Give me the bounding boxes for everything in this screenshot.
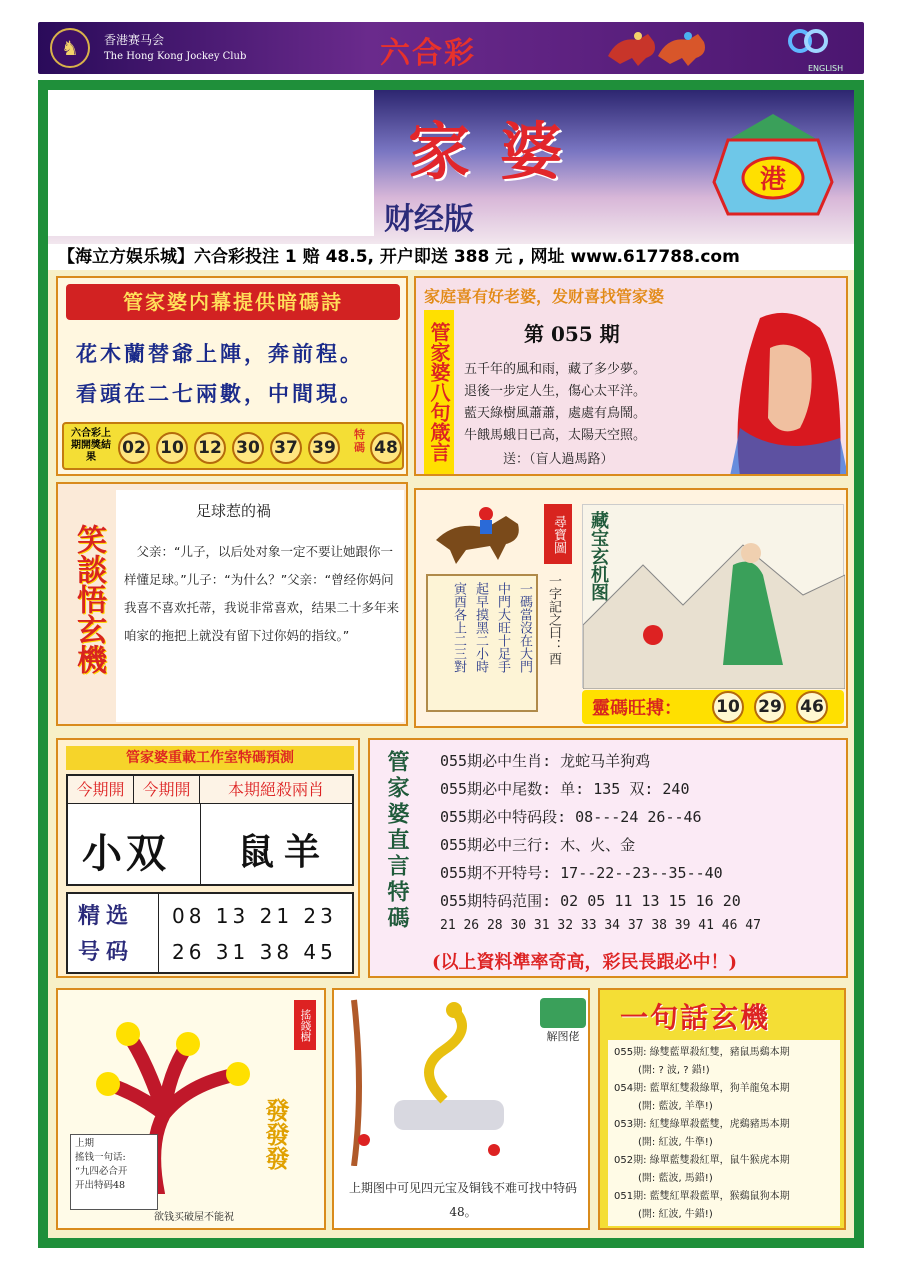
- big-pick-right: 鼠羊: [238, 831, 331, 873]
- money-tree-panel: [56, 988, 326, 1230]
- picks-row: 26 31 38 45: [172, 940, 337, 964]
- joke-panel: [56, 482, 408, 726]
- result-ball: 02: [118, 432, 150, 464]
- housekeeper-slogan: 家庭喜有好老婆，发财喜找管家婆: [424, 287, 665, 306]
- phrase-title: 一句話玄機: [620, 1001, 771, 1034]
- picks-row: 08 13 21 23: [172, 904, 337, 928]
- studio-title: 管家婆重載工作室特碼預測: [66, 746, 354, 770]
- phrase-result: (開: 紅波, 牛錯!): [638, 1209, 713, 1220]
- horse-rider-icon: [426, 500, 536, 570]
- riddle-scroll: [426, 574, 538, 712]
- blank-box: [48, 90, 374, 236]
- issue-number: 第 055 期: [524, 322, 620, 346]
- magic-label: 靈碼旺搏：: [592, 698, 682, 719]
- grid-header: 今期開: [134, 776, 200, 804]
- poem-panel: [56, 276, 408, 476]
- grid-divider: [200, 804, 201, 884]
- decode-image-button[interactable]: [540, 998, 586, 1044]
- result-ball: 30: [232, 432, 264, 464]
- ad-banner[interactable]: 【海立方娱乐城】六合彩投注 1 赔 48.5, 开户即送 388 元 , 网址 www.617788.com: [48, 244, 854, 270]
- snake-panel: [332, 988, 590, 1230]
- direct-line: 055期不开特号: 17--22--23--35--40: [440, 864, 723, 882]
- housekeeper-line: 退後一步定人生，傷心太平洋。: [464, 384, 647, 399]
- direct-line: 055期特码范围: 02 05 11 13 15 16 20: [440, 892, 741, 910]
- magic-ball: 46: [796, 691, 828, 723]
- one-char-hint: 一字記之曰：酉: [546, 574, 561, 665]
- result-ball: 39: [308, 432, 340, 464]
- scholar-image: [583, 505, 845, 689]
- result-ball: 12: [194, 432, 226, 464]
- direct-footer: (以上資料準率奇高，彩民長跟必中！): [432, 952, 738, 973]
- banner: [48, 90, 854, 244]
- snake-caption: 上期图中可见四元宝及铜钱不难可找中特码48。: [348, 1181, 577, 1219]
- riddle-column: 起早摸黑二小時: [473, 582, 488, 673]
- poem-header: 管家婆内幕提供暗碼詩: [66, 284, 400, 320]
- studio-panel: [56, 738, 360, 978]
- racing-horses-icon: [598, 26, 718, 70]
- result-ball: 37: [270, 432, 302, 464]
- phrase-item: 053期: 紅雙綠單殺藍雙，虎鷄豬馬本期: [614, 1119, 790, 1130]
- bride-image: [720, 308, 848, 476]
- direct-line: 21 26 28 30 31 32 33 34 37 38 39 41 46 47: [440, 918, 761, 933]
- phrase-result: (開: ? 波, ? 錯!): [638, 1065, 710, 1076]
- direct-line: 055期必中三行: 木、火、金: [440, 836, 636, 854]
- banner-subtitle: 财经版: [384, 202, 474, 237]
- magic-ball: 29: [754, 691, 786, 723]
- housekeeper-panel: [414, 276, 848, 476]
- riddle-column: 寅酉各上二三對: [451, 582, 466, 673]
- joke-title: 足球惹的禍: [196, 502, 272, 520]
- housekeeper-line: 藍天綠樹風蕭蕭，處處有鳥鬧。: [464, 406, 647, 421]
- magic-ball: 10: [712, 691, 744, 723]
- magic-numbers-bar: [582, 690, 844, 724]
- decode-image-label: 解图佬: [546, 1030, 580, 1043]
- riddle-column: 中門大旺十足手: [495, 582, 510, 673]
- lucky-chars: 發發發: [261, 1098, 290, 1170]
- last-issue-note: 上期 搖钱一句话: “九四必合开 开出特码48: [70, 1134, 158, 1210]
- snake-image: [334, 990, 544, 1166]
- phrase-item: 052期: 綠單藍雙殺紅單，鼠牛猴虎本期: [614, 1155, 790, 1166]
- phrase-result: (開: 藍波, 羊準!): [638, 1101, 713, 1112]
- phrase-list: [608, 1040, 840, 1226]
- decode-image-icon: [540, 998, 586, 1028]
- picks-divider: [158, 894, 159, 972]
- phrase-result: (開: 藍波, 馬錯!): [638, 1173, 713, 1184]
- lantern-char: 港: [759, 165, 787, 195]
- special-ball: 48: [370, 432, 402, 464]
- result-ball: 10: [156, 432, 188, 464]
- club-name-en: The Hong Kong Jockey Club: [104, 51, 247, 62]
- grid-header: 本期絕殺兩肖: [200, 776, 352, 804]
- poem-line-2: 看頭在二七兩數，中間現。: [76, 381, 364, 406]
- treasure-painting: [582, 504, 844, 688]
- previous-results: [62, 422, 404, 470]
- phrase-item: 054期: 藍單紅雙殺綠單，狗羊龍兔本期: [614, 1083, 790, 1094]
- phrase-panel: [598, 988, 846, 1230]
- housekeeper-line: 五千年的風和雨，藏了多少夢。: [464, 362, 647, 377]
- picks-label: 精选号码: [78, 903, 135, 965]
- money-tree-tag: 搖錢樹: [294, 1000, 316, 1050]
- special-label: 特碼: [354, 428, 365, 454]
- direct-panel: [368, 738, 848, 978]
- painting-title: 藏宝玄机图: [588, 511, 609, 601]
- direct-line: 055期必中生肖: 龙蛇马羊狗鸡: [440, 752, 651, 770]
- direct-vertical-title: 管家婆直言特碼: [384, 750, 410, 932]
- housekeeper-line: 牛餓馬蛾日已高，太陽天空照。: [464, 428, 647, 443]
- direct-line: 055期必中尾数: 单: 135 双: 240: [440, 780, 690, 798]
- jockey-club-logo-icon[interactable]: ♞: [50, 28, 90, 68]
- previous-results-label: 六合彩上期開獎結果: [71, 428, 111, 463]
- grid-header: 今期開: [68, 776, 134, 804]
- big-pick-left: 小双: [82, 830, 170, 877]
- lottery-title: 六合彩: [380, 36, 476, 71]
- top-bar: [38, 22, 864, 74]
- housekeeper-line: 送：（盲人過馬路）: [464, 452, 614, 467]
- hkjc-rings-icon: [780, 28, 836, 54]
- seek-treasure-tag: 尋寶圖: [544, 504, 572, 564]
- housekeeper-vertical-title: 管家婆八句箴言: [424, 310, 454, 474]
- picks-box: [66, 892, 354, 974]
- treasure-panel: [414, 488, 848, 728]
- phrase-item: 055期: 綠雙藍單殺紅雙，豬鼠馬鷄本期: [614, 1047, 790, 1058]
- money-caption: 欲钱买破屋不能祝: [154, 1212, 234, 1223]
- poem-line-1: 花木蘭替爺上陣，奔前程。: [76, 341, 364, 366]
- joke-card: [116, 490, 404, 722]
- phrase-result: (開: 紅波, 牛準!): [638, 1137, 713, 1148]
- english-link[interactable]: ENGLISH: [808, 64, 844, 73]
- joke-body: 父亲：“儿子，以后处对象一定不要让她跟你一样懂足球。”儿子：“为什么？”父亲：“曾经你妈问我喜不喜欢托蒂，我说非常喜欢，结果二十多年来咱家的拖把上就没有留下过你妈的指纹。”: [124, 544, 400, 643]
- riddle-column: 一碼當沒在大門: [517, 582, 532, 673]
- studio-grid: [66, 774, 354, 886]
- banner-title: 家婆: [408, 115, 593, 188]
- direct-line: 055期必中特码段: 08---24 26--46: [440, 808, 702, 826]
- lantern-icon: [708, 110, 838, 230]
- joke-vertical-title: 笑談悟玄機: [71, 524, 106, 674]
- club-name-cn: 香港赛马会: [104, 33, 165, 47]
- phrase-item: 051期: 藍雙紅單殺藍單，猴鷄鼠狗本期: [614, 1191, 790, 1202]
